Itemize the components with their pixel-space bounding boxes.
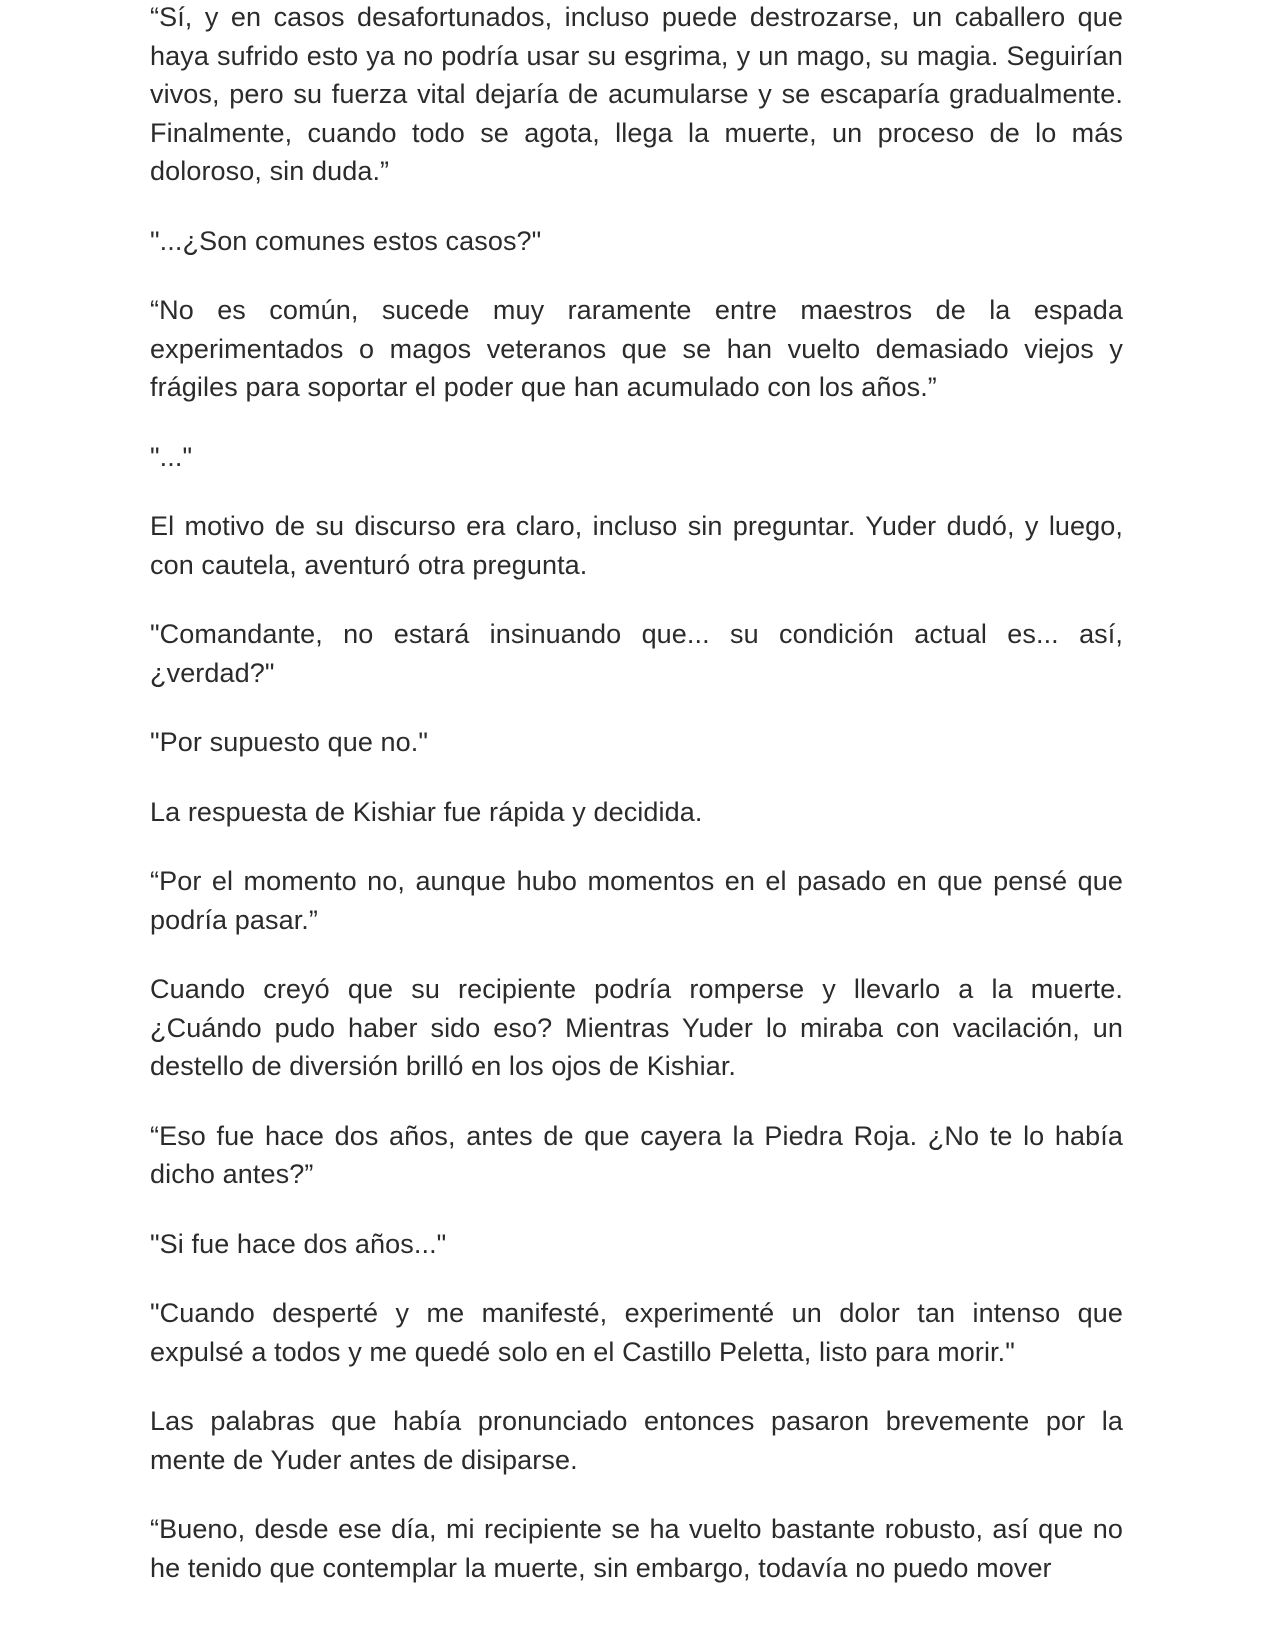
paragraph-12: "Si fue hace dos años..." [150, 1228, 447, 1259]
paragraph-14: Las palabras que había pronunciado entonces pasaron brevemente por la mente de Yuder antes de disiparse. [150, 1406, 1123, 1475]
paragraph-4: "..." [150, 441, 193, 472]
paragraph-11: “Eso fue hace dos años, antes de que cayera la Piedra Roja. ¿No te lo había dicho antes?” [150, 1120, 1123, 1189]
paragraph-13: "Cuando desperté y me manifesté, experimenté un dolor tan intenso que expulsé a todos y me quedé solo en el Castillo Peletta, listo para morir." [150, 1298, 1123, 1367]
paragraph-6: "Comandante, no estará insinuando que... su condición actual es... así, ¿verdad?" [150, 619, 1123, 688]
paragraph-7: "Por supuesto que no." [150, 727, 429, 757]
paragraph-3: “No es común, sucede muy raramente entre maestros de la espada experimentados o magos veteranos que se han vuelto demasiado viejos y frágiles para soportar el poder que han acumulado con los años.” [150, 295, 1123, 402]
paragraph-15: “Bueno, desde ese día, mi recipiente se ha vuelto bastante robusto, así que no he tenido que contemplar la muerte, sin embargo, todavía no puedo mover [150, 1514, 1123, 1583]
paragraph-5: El motivo de su discurso era claro, incluso sin preguntar. Yuder dudó, y luego, con cautela, aventuró otra pregunta. [150, 511, 1123, 580]
document-page [150, 0, 1123, 1618]
paragraph-1: “Sí, y en casos desafortunados, incluso puede destrozarse, un caballero que haya sufrido esto ya no podría usar su esgrima, y un mago, su magia. Seguirían vivos, pero su fuerza vital dejaría de acumularse y se escaparía gradualmente. Finalmente, cuando todo se agota, llega la muerte, un proceso de lo más doloroso, sin duda.” [150, 2, 1123, 186]
paragraph-8: La respuesta de Kishiar fue rápida y decidida. [150, 796, 703, 827]
paragraph-9: “Por el momento no, aunque hubo momentos en el pasado en que pensé que podría pasar.” [150, 866, 1123, 935]
paragraph-10: Cuando creyó que su recipiente podría romperse y llevarlo a la muerte. ¿Cuándo pudo haber sido eso? Mientras Yuder lo miraba con vacilación, un destello de diversión brilló en los ojos de Kishiar. [150, 974, 1123, 1081]
paragraph-2: "...¿Son comunes estos casos?" [150, 225, 542, 256]
